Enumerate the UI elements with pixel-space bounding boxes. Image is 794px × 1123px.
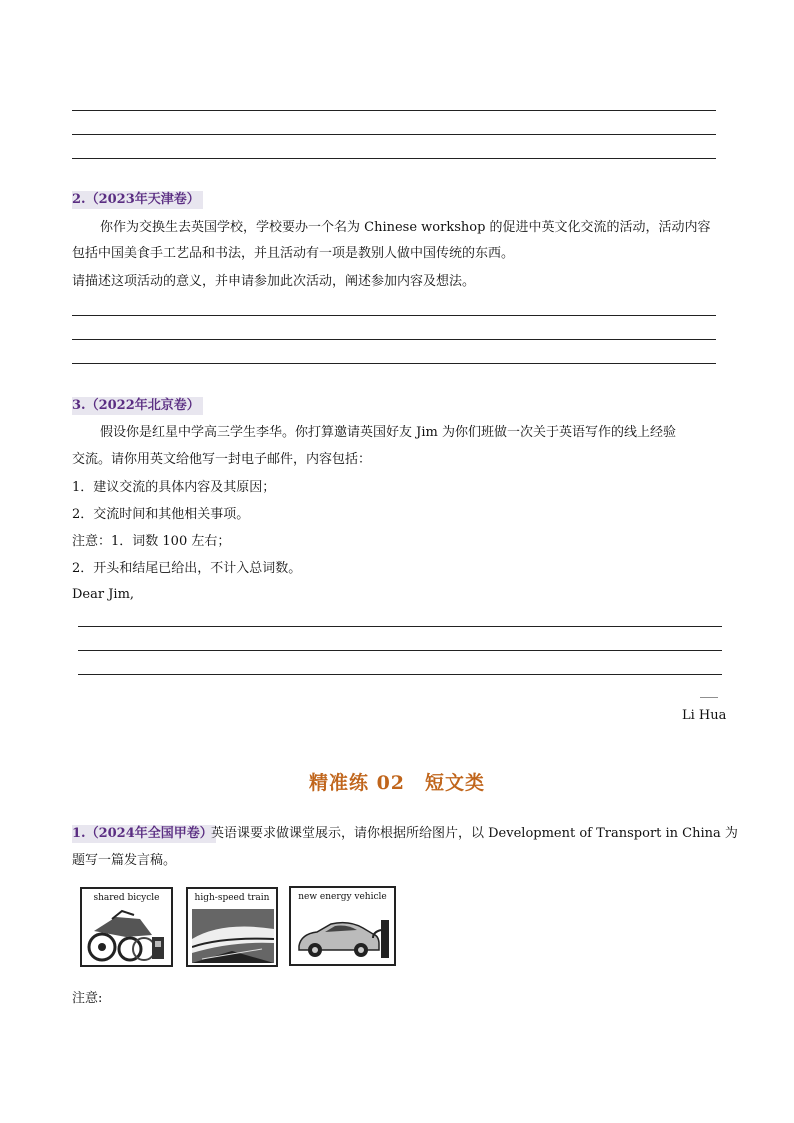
bicycle-icon [86,909,168,963]
q3-note-2: 2．开头和结尾已给出，不计入总词数。 [72,561,302,576]
train-icon [192,909,274,963]
q1-exam-name: 年全国甲卷） [134,826,213,841]
q2-paragraph-1: 你作为交换生去英国学校，学校要办一个名为 Chinese workshop 的促进中英文化交流的活动，活动内容 [100,220,711,235]
q3-greeting: Dear Jim, [72,587,135,602]
q3-paragraph-2: 交流。请你用英文给他写一封电子邮件，内容包括： [72,452,372,467]
q3-exam-name: 年北京卷） [134,398,200,413]
image-caption: shared bicycle [93,893,160,903]
q1-paragraph-2: 题写一篇发言稿。 [72,853,177,868]
answer-line [72,134,716,135]
q3-paragraph-1: 假设你是红星中学高三学生李华。你打算邀请英国好友 Jim 为你们班做一次关于英语写作的线上经验 [100,425,676,440]
answer-line [78,674,722,675]
q1-source-tag [72,825,216,843]
q1-year: （2024 [85,826,135,841]
answer-line [72,315,716,316]
image-new-energy-vehicle [289,886,396,966]
answer-line [78,650,722,651]
q1-note: 注意: [72,991,103,1006]
image-caption: high-speed train [194,893,270,903]
q3-signature-dash: ___ [700,684,718,698]
q2-source-tag [72,191,203,209]
q3-item-2: 2．交流时间和其他相关事项。 [72,507,250,522]
q2-paragraph-3: 请描述这项活动的意义，并申请参加此次活动，阐述参加内容及想法。 [72,274,476,289]
q1-paragraph-1: 英语课要求做课堂展示，请你根据所给图片，以 Development of Transport in China 为 [211,826,738,841]
section-title: 精准练 02 短文类 [308,772,486,794]
answer-line [72,339,716,340]
q3-note-1: 注意：1．词数 100 左右； [72,534,231,549]
image-caption: new energy vehicle [298,892,387,902]
answer-line [72,158,716,159]
answer-line [72,110,716,111]
q3-number: 3. [72,398,86,413]
answer-line [78,626,722,627]
q2-year: （2023 [85,192,135,207]
q3-source-tag [72,397,203,415]
q3-signature: Li Hua [682,708,727,723]
q3-year: （2022 [85,398,135,413]
image-shared-bicycle [80,887,173,967]
q2-number: 2. [72,192,86,207]
image-high-speed-train [186,887,278,967]
q2-exam-name: 年天津卷） [134,192,200,207]
q2-paragraph-2: 包括中国美食手工艺品和书法，并且活动有一项是教别人做中国传统的东西。 [72,246,515,261]
car-icon [295,908,391,962]
answer-line [72,363,716,364]
q3-item-1: 1．建议交流的具体内容及其原因； [72,480,276,495]
q1-number: 1. [72,826,86,841]
